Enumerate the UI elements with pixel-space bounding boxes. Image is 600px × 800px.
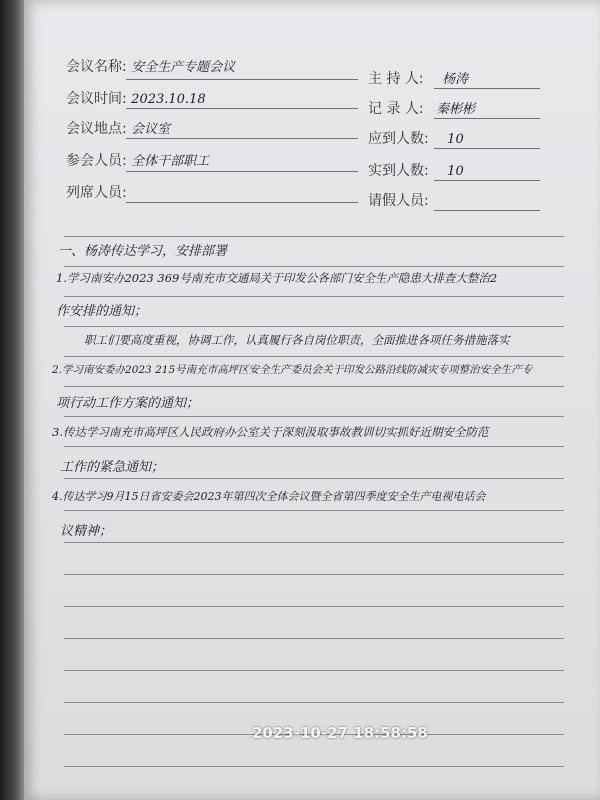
ruled-line [64, 386, 564, 387]
meeting-place-field [66, 118, 170, 138]
attendees-label: 参会人员: [66, 153, 127, 169]
observers-field [66, 182, 127, 202]
attendees-field [66, 150, 209, 170]
underline [434, 118, 540, 119]
recorder-field [368, 98, 475, 118]
content-line: 议精神； [60, 524, 113, 539]
ruled-line [64, 326, 564, 327]
underline [126, 79, 358, 80]
underline [434, 180, 540, 181]
ruled-line [64, 670, 564, 671]
content-line: 4.传达学习9月15日省安委会2023年第四次全体会议暨全省第四季度安全生产电视电话会 [52, 490, 486, 503]
underline [126, 202, 358, 203]
ruled-line [64, 416, 564, 417]
ruled-line [64, 446, 564, 447]
observers-label: 列席人员: [66, 185, 127, 201]
leave-label: 请假人员: [368, 193, 429, 209]
expected-count-label: 应到人数: [368, 131, 429, 147]
host-label: 主 持 人: [368, 71, 424, 87]
meeting-name-field [66, 56, 235, 76]
content-line: 工作的紧急通知； [60, 460, 165, 475]
underline [126, 138, 358, 139]
recorder-value: 秦彬彬 [436, 102, 476, 117]
ruled-line [64, 510, 564, 511]
ruled-line [64, 542, 564, 543]
ruled-line [64, 266, 564, 267]
content-line: 项行动工作方案的通知； [56, 396, 200, 411]
content-line: 作安排的通知； [56, 304, 148, 319]
content-line: 3.传达学习南充市高坪区人民政府办公室关于深刻汲取事故教训切实抓好近期安全防范 [52, 425, 489, 439]
meeting-place-label: 会议地点: [66, 121, 127, 137]
ruled-line [64, 702, 564, 703]
ruled-line [64, 638, 564, 639]
ruled-line [64, 574, 564, 575]
content-line: 1.学习南安办2023 369号南充市交通局关于印发公各部门安全生产隐患大排查大整治2 [56, 271, 498, 285]
recorder-label: 记 录 人: [368, 101, 424, 117]
ruled-line [64, 296, 564, 297]
meeting-name-label: 会议名称: [66, 59, 127, 75]
actual-count-value: 10 [447, 164, 464, 179]
underline [434, 88, 540, 89]
expected-count-value: 10 [447, 132, 464, 147]
leave-field [368, 190, 429, 210]
content-line: 职工们要高度重视，协调工作，认真履行各自岗位职责，全面推进各项任务措施落实 [84, 333, 510, 347]
host-field [368, 68, 468, 88]
underline [126, 108, 358, 109]
meeting-time-label: 会议时间: [66, 91, 127, 107]
ruled-line [64, 478, 564, 479]
content-line: 2.学习南安委办2023 215号南充市高坪区安全生产委员会关于印发公路沿线防减灾专项整治安全生产专 [52, 364, 533, 376]
ruled-line [64, 356, 564, 357]
meeting-name-value: 安全生产专题会议 [131, 60, 236, 75]
actual-count-field [368, 160, 464, 180]
meeting-place-value: 会议室 [131, 122, 171, 137]
host-value: 杨涛 [442, 72, 469, 87]
photo-timestamp: 2023-10-27 18:58:58 [252, 724, 428, 742]
meeting-time-value: 2023.10.18 [131, 92, 206, 107]
meeting-record-page [24, 0, 600, 800]
expected-count-field [368, 128, 464, 148]
ruled-line [64, 236, 564, 237]
meeting-time-field [66, 88, 206, 108]
notebook-binding [0, 0, 24, 800]
actual-count-label: 实到人数: [368, 163, 429, 179]
content-line: 一、杨涛传达学习，安排部署 [58, 244, 228, 259]
underline [126, 171, 358, 172]
ruled-line [64, 606, 564, 607]
underline [434, 148, 540, 149]
underline [434, 210, 540, 211]
ruled-line [64, 766, 564, 767]
attendees-value: 全体干部职工 [131, 154, 210, 169]
